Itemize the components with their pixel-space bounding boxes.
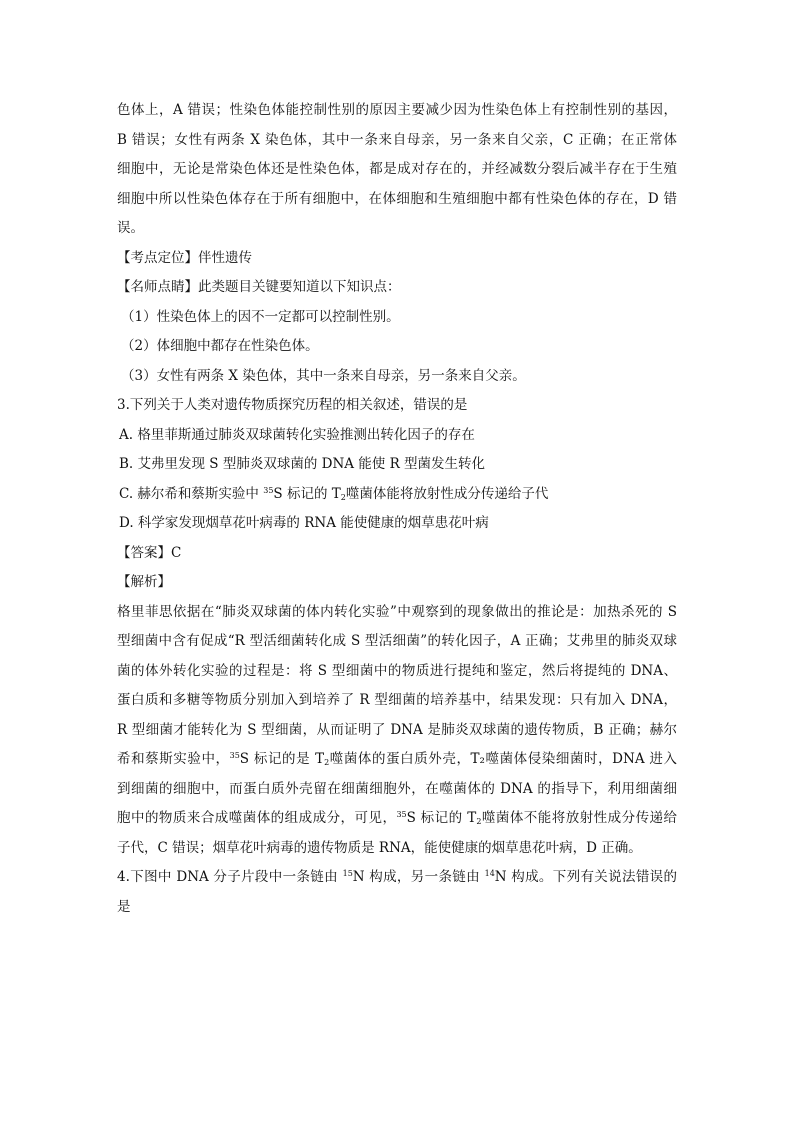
text-span: S 标记的是 T [239, 751, 325, 767]
question-4-stem-end: 是 [117, 898, 131, 915]
text-line: 型细菌中含有促成“R 型活细菌转化成 S 型活细菌”的转化因子，A 正确；艾弗里的肺炎双球 [117, 633, 677, 649]
text-line [117, 745, 677, 775]
isotope-superscript: 35 [229, 751, 240, 760]
text-line: R 型细菌才能转化为 S 型细菌，从而证明了 DNA 是肺炎双球菌的遗传物质，B 正确；赫尔 [117, 721, 677, 738]
text-line: 到细菌的细胞中，而蛋白质外壳留在细菌细胞外，在噬菌体的 DNA 的指导下，利用细菌细 [117, 780, 677, 797]
question-3-stem: 3.下列关于人类对遗传物质探究历程的相关叙述，错误的是 [117, 397, 468, 413]
question-4-stem [117, 863, 677, 893]
isotope-superscript: 35 [396, 810, 407, 819]
text-span: N 构成，另一条链由 [352, 869, 485, 885]
text-line: 误。 [117, 220, 144, 236]
text-span: N 构成。下列有关说法错误的 [494, 869, 677, 885]
isotope-superscript: 14 [484, 869, 495, 878]
phage-subscript: 2 [476, 817, 482, 826]
isotope-superscript: 35 [263, 485, 274, 495]
answer-line: 【答案】C [117, 544, 182, 561]
text-line: 蛋白质和多糖等物质分别加入到培养了 R 型细菌的培养基中，结果发现：只有加入 DNA， [117, 692, 677, 708]
option-c-text: C. 赫尔希和蔡斯实验中 [119, 485, 264, 502]
text-span: 噬菌体不能将放射性成分传递给 [481, 810, 677, 826]
key-point-heading: 【考点定位】伴性遗传 [117, 249, 252, 266]
isotope-superscript: 15 [342, 869, 353, 878]
text-line: 菌的体外转化实验的过程是：将 S 型细菌中的物质进行提纯和鉴定，然后将提纯的 DNA、 [117, 662, 677, 679]
document-page [117, 96, 677, 922]
text-line [117, 804, 677, 834]
text-line: 格里菲思依据在“肺炎双球菌的体内转化实验”中观察到的现象做出的推论是：加热杀死的 S [117, 603, 677, 620]
phage-subscript: 2 [340, 492, 346, 502]
text-span: 希和蔡斯实验中， [117, 751, 230, 767]
note-item: （2）体细胞中都存在性染色体。 [121, 338, 319, 354]
option-b: B. 艾弗里发现 S 型肺炎双球菌的 DNA 能使 R 型菌发生转化 [119, 456, 486, 472]
note-item: （3）女性有两条 X 染色体，其中一条来自母亲，另一条来自父亲。 [121, 367, 526, 384]
note-item: （1）性染色体上的因不一定都可以控制性别。 [121, 308, 400, 325]
text-line: 子代，C 错误；烟草花叶病毒的遗传物质是 RNA，能使健康的烟草患花叶病，D 正确。 [117, 839, 642, 856]
text-line: 色体上，A 错误；性染色体能控制性别的原因主要减少因为性染色体上有控制性别的基因， [117, 102, 677, 118]
teacher-note-heading: 【名师点睛】此类题目关键要知道以下知识点： [117, 279, 401, 295]
text-span: 胞中的物质来合成噬菌体的组成成分，可见， [117, 810, 397, 826]
text-line: 细胞中所以性染色体存在于所有细胞中，在体细胞和生殖细胞中都有性染色体的存在，D 错 [117, 190, 677, 207]
option-c-text: 噬菌体能将放射性成分传递给子代 [345, 485, 549, 502]
text-span: S 标记的 T [406, 810, 477, 826]
option-d: D. 科学家发现烟草花叶病毒的 RNA 能使健康的烟草患花叶病 [119, 515, 489, 531]
text-span: 4.下图中 DNA 分子片段中一条链由 [117, 869, 343, 885]
option-c [117, 480, 677, 510]
text-span: 噬菌体的蛋白质外壳，T₂噬菌体侵染细菌时，DNA 进入 [329, 751, 677, 767]
option-c-text: S 标记的 T [273, 485, 341, 502]
text-line: B 错误；女性有两条 X 染色体，其中一条来自母亲，另一条来自父亲，C 正确；在正常体 [117, 131, 677, 148]
option-a: A. 格里菲斯通过肺炎双球菌转化实验推测出转化因子的存在 [119, 426, 475, 443]
text-line: 细胞中，无论是常染色体还是性染色体，都是成对存在的，并经减数分裂后减半存在于生殖 [117, 161, 677, 177]
phage-subscript: 2 [324, 758, 330, 767]
analysis-heading: 【解析】 [117, 574, 171, 590]
